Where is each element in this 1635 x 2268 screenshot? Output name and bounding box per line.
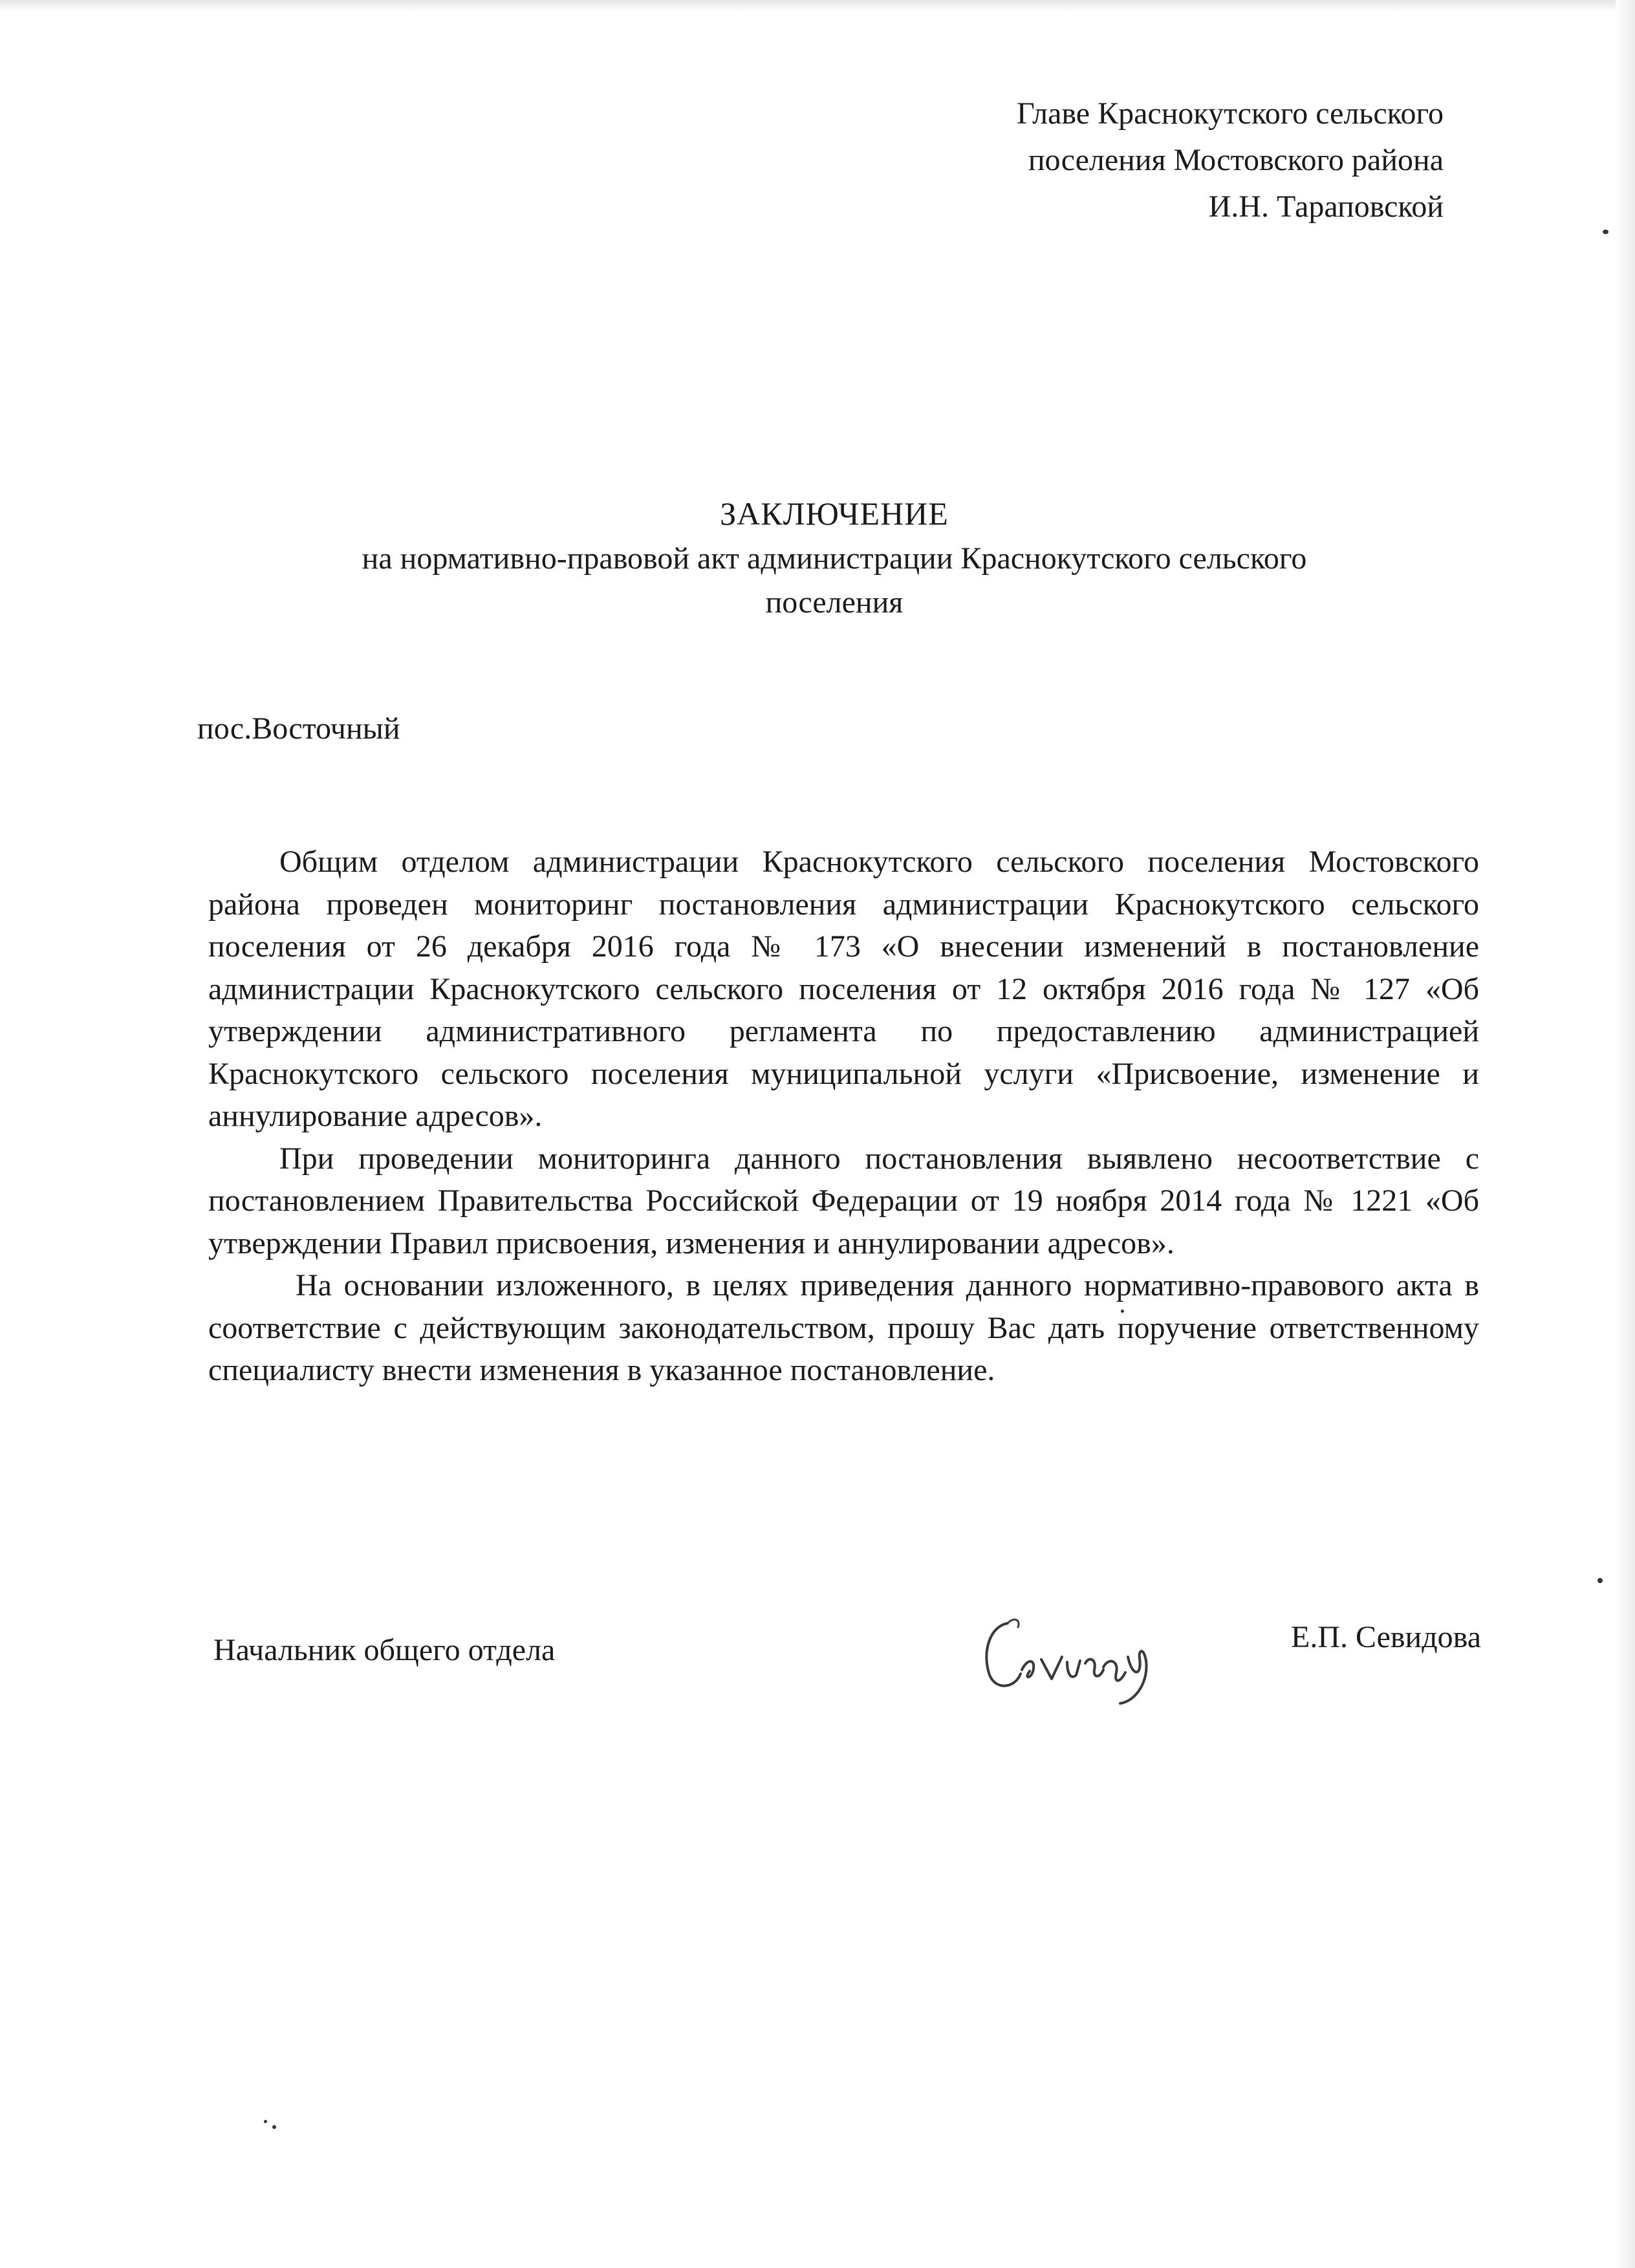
- signatory-name: Е.П. Севидова: [1291, 1620, 1481, 1654]
- title-block: [194, 491, 1475, 625]
- place-of-issue: пос.Восточный: [197, 711, 400, 746]
- scan-edge-right: [1616, 0, 1635, 2268]
- signatory-position: Начальник общего отдела: [213, 1633, 556, 1667]
- addressee-line-2: поселения Мостовского района: [1028, 143, 1444, 177]
- body-text: [208, 841, 1479, 1392]
- paragraph-findings: При проведении мониторинга данного постановления выявлено несоответствие с постановлением Правительства Российской Федерации от 19 ноября 2014 года № 1221 «Об утверждении Правил присвоения, изменения и аннулировании адресов».: [208, 1141, 1479, 1260]
- signature-row: [213, 1617, 1481, 1720]
- addressee-line-1: Главе Краснокутского сельского: [1017, 96, 1444, 131]
- scan-edge-top: [0, 0, 1635, 12]
- handwritten-signature: [970, 1597, 1203, 1707]
- document-title: ЗАКЛЮЧЕНИЕ: [720, 495, 949, 532]
- addressee-block: [1017, 91, 1444, 230]
- document-subtitle-line-1: на нормативно-правовой акт администрации Краснокутского сельского: [362, 541, 1307, 576]
- paragraph-request: На основании изложенного, в целях приведения данного нормативно-правового акта в соответствие с действующим законодательством, прошу Вас дать поручение ответственному специалисту внести изменения в указанное постановление.: [208, 1268, 1479, 1387]
- scan-speck: [1597, 1578, 1603, 1583]
- paragraph-monitoring: Общим отделом администрации Краснокутского сельского поселения Мостовского района проведен мониторинг постановления администрации Краснокутского сельского поселения от 26 декабря 2016 года № 173 «О внесении изменений в постановление администрации Краснокутского сельского поселения от 12 октября 2016 года № 127 «Об утверждении административного регламента по предоставлению администрацией Краснокутского сельского поселения муниципальной услуги «Присвоение, изменение и аннулирование адресов».: [208, 845, 1479, 1133]
- document-subtitle-line-2: поселения: [765, 585, 904, 620]
- scan-speck: [272, 2125, 276, 2129]
- scan-speck: [264, 2120, 267, 2123]
- addressee-line-3: И.Н. Тараповской: [1208, 189, 1444, 224]
- scan-speck: [1603, 230, 1608, 234]
